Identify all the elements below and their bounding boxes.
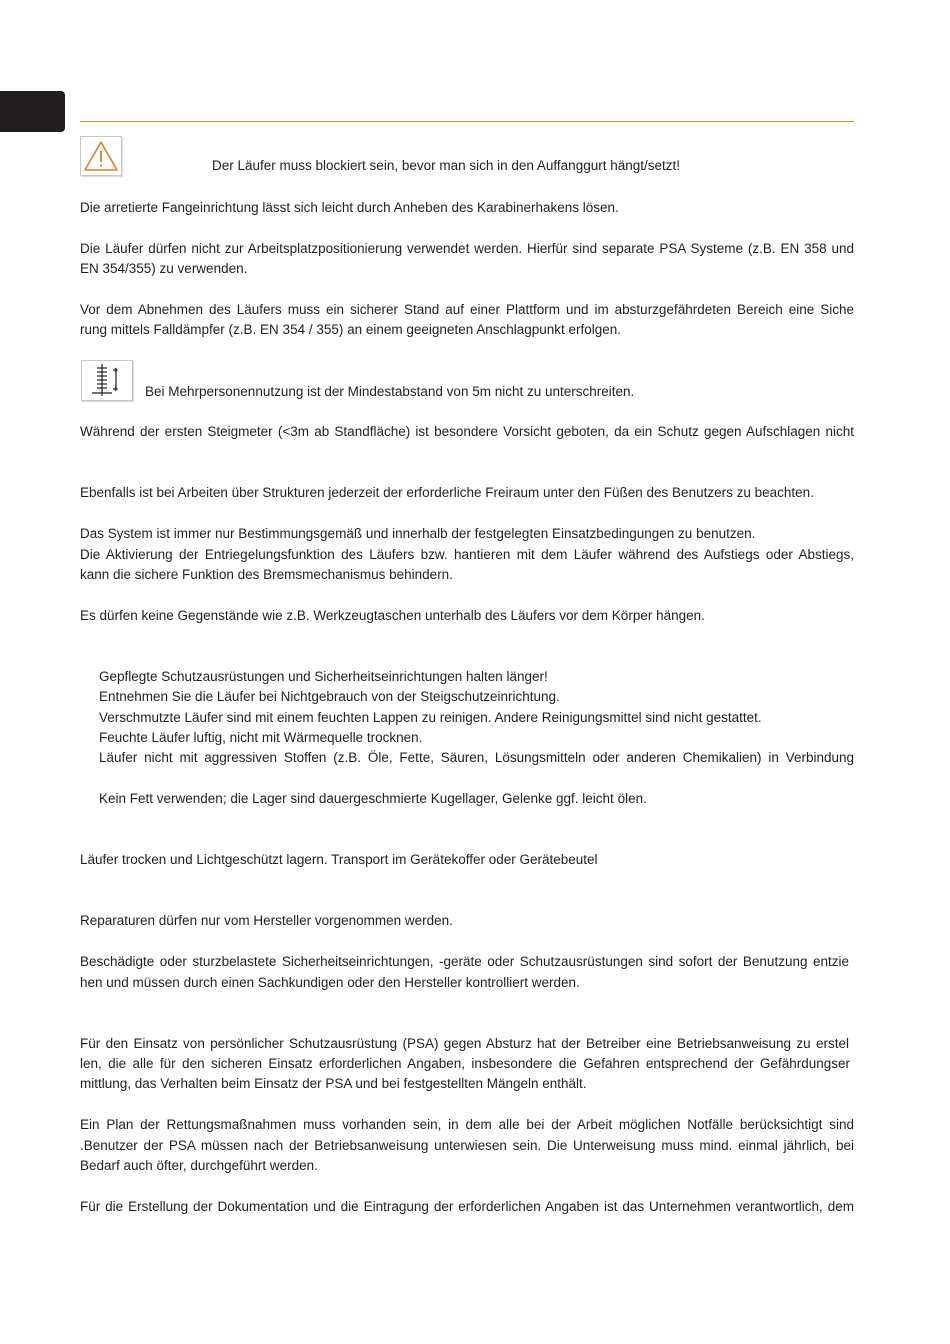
paragraph-line: Bedarf auch öfter, durchgeführt werden. xyxy=(80,1158,318,1173)
paragraph-line: .Benutzer der PSA müssen nach der Betriebsanweisung unterwiesen sein. Die Unterweisung muss mind. einmal jährlich, bei xyxy=(80,1138,854,1153)
paragraph-line: Vor dem Abnehmen des Läufers muss ein sicherer Stand auf einer Plattform und im absturzgefährdeten Bereich eine Siche xyxy=(80,302,854,317)
care-item: Feuchte Läufer luftig, nicht mit Wärmequelle trocknen. xyxy=(99,730,423,745)
paragraph-line: Beschädigte oder sturzbelastete Sicherheitseinrichtungen, -geräte oder Schutzausrüstungen sind sofort der Benutzung entzie xyxy=(80,954,849,969)
care-item: Entnehmen Sie die Läufer bei Nichtgebrauch von der Steigschutzeinrichtung. xyxy=(99,689,560,704)
warning-triangle-icon xyxy=(81,137,121,175)
warning-note: Der Läufer muss blockiert sein, bevor man sich in den Auffanggurt hängt/setzt! xyxy=(212,158,681,173)
storage-paragraph: Läufer trocken und Lichtgeschützt lagern. Transport im Gerätekoffer oder Gerätebeutel xyxy=(80,852,598,867)
repair-paragraph: Reparaturen dürfen nur vom Hersteller vorgenommen werden. xyxy=(80,913,453,928)
paragraph: Während der ersten Steigmeter (<3m ab Standfläche) ist besondere Vorsicht geboten, da ein Schutz gegen Aufschlagen nicht xyxy=(80,424,854,439)
paragraph: Die arretierte Fangeinrichtung lässt sich leicht durch Anheben des Karabinerhakens lösen. xyxy=(80,200,619,215)
paragraph-line: len, die alle für den sicheren Einsatz erforderlichen Angaben, insbesondere die Gefahren entsprechend der Gefährdungser xyxy=(80,1056,850,1071)
paragraph-line: kann die sichere Funktion des Bremsmechanismus behindern. xyxy=(80,567,453,582)
care-item: Läufer nicht mit aggressiven Stoffen (z.B. Öle, Fette, Säuren, Lösungsmitteln oder anderen Chemikalien) in Verbindung xyxy=(99,750,854,765)
warning-icon-box xyxy=(80,136,122,176)
paragraph-line: rung mittels Falldämpfer (z.B. EN 354 / 355) an einem geeigneten Anschlagpunkt erfolgen. xyxy=(80,322,622,337)
paragraph-line: Ein Plan der Rettungsmaßnahmen muss vorhanden sein, in dem alle bei der Arbeit möglichen Notfälle berücksichtigt sind xyxy=(80,1117,854,1132)
multi-person-distance-icon xyxy=(82,361,132,400)
paragraph-line: EN 354/355) zu verwenden. xyxy=(80,261,248,276)
paragraph-line: Die Läufer dürfen nicht zur Arbeitsplatzpositionierung verwendet werden. Hierfür sind separate PSA Systeme (z.B. EN 358 und xyxy=(80,241,854,256)
care-item: Kein Fett verwenden; die Lager sind dauergeschmierte Kugellager, Gelenke ggf. leicht ölen. xyxy=(99,791,647,806)
header-rule xyxy=(80,121,854,122)
multi-person-icon-box xyxy=(81,360,133,401)
multi-person-note: Bei Mehrpersonennutzung ist der Mindestabstand von 5m nicht zu unterschreiten. xyxy=(145,384,635,399)
paragraph-line: Die Aktivierung der Entriegelungsfunktion des Läufers bzw. hantieren mit dem Läufer während des Aufstiegs oder Abstiegs, xyxy=(80,547,854,562)
care-item: Gepflegte Schutzausrüstungen und Sicherheitseinrichtungen halten länger! xyxy=(99,669,548,684)
paragraph: Es dürfen keine Gegenstände wie z.B. Werkzeugtaschen unterhalb des Läufers vor dem Körper hängen. xyxy=(80,608,705,623)
paragraph-line: hen und müssen durch einen Sachkundigen oder den Hersteller kontrolliert werden. xyxy=(80,975,580,990)
language-tab xyxy=(0,91,65,132)
care-item: Verschmutzte Läufer sind mit einem feuchten Lappen zu reinigen. Andere Reinigungsmittel sind nicht gestattet. xyxy=(99,710,762,725)
paragraph-line: Das System ist immer nur Bestimmungsgemäß und innerhalb der festgelegten Einsatzbedingungen zu benutzen. xyxy=(80,526,756,541)
paragraph-line: Für den Einsatz von persönlicher Schutzausrüstung (PSA) gegen Absturz hat der Betreiber eine Betriebsanweisung zu erstel xyxy=(80,1036,849,1051)
paragraph-line: mittlung, das Verhalten beim Einsatz der PSA und bei festgestellten Mängeln enthält. xyxy=(80,1076,587,1091)
paragraph-line: Für die Erstellung der Dokumentation und die Eintragung der erforderlichen Angaben ist das Unternehmen verantwortlich, dem xyxy=(80,1199,854,1214)
paragraph: Ebenfalls ist bei Arbeiten über Strukturen jederzeit der erforderliche Freiraum unter den Füßen des Benutzers zu beachten. xyxy=(80,485,814,500)
